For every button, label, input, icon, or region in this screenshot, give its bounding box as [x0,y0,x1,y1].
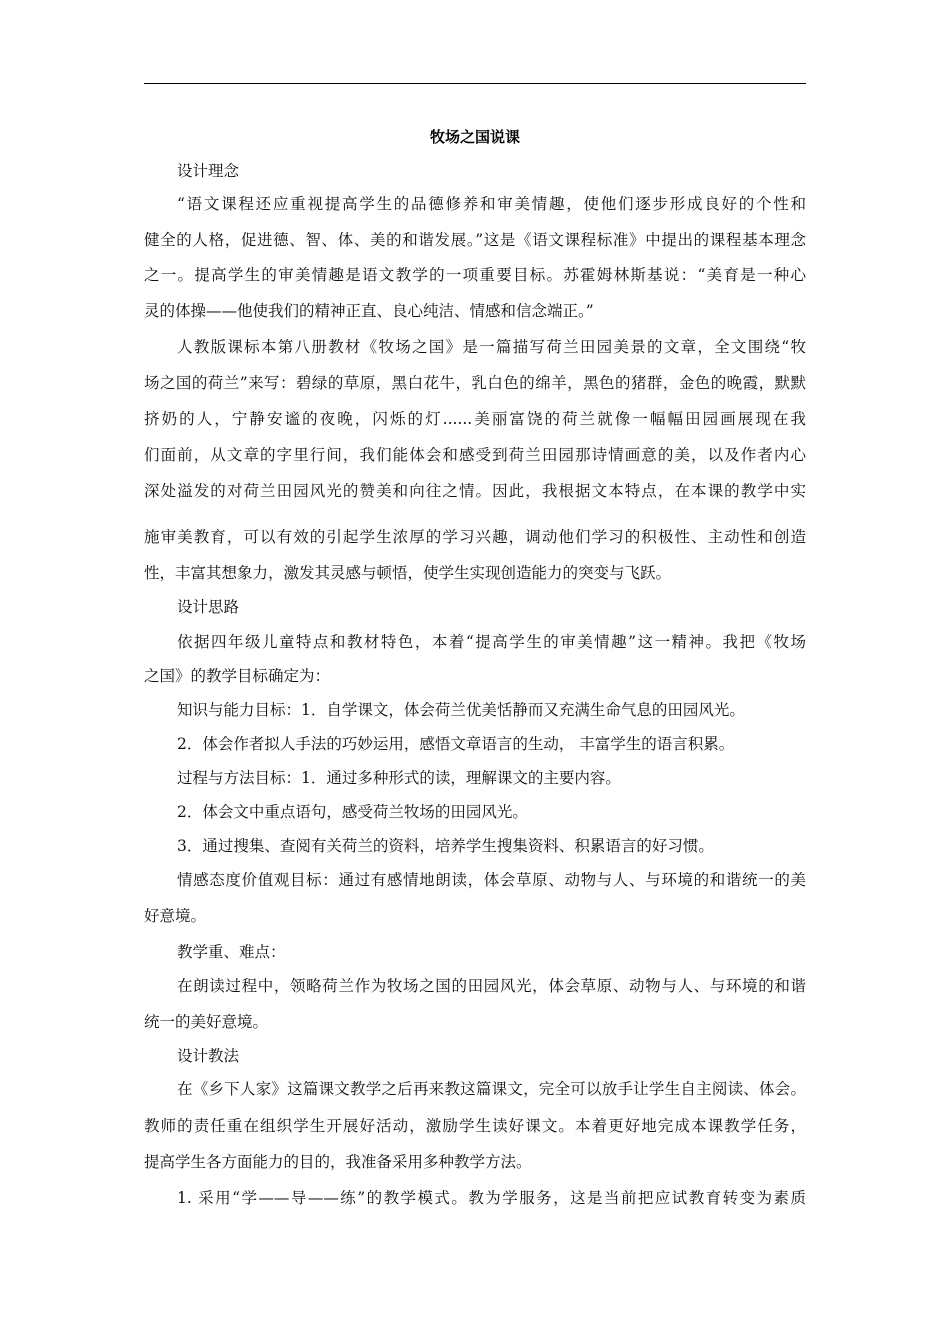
paragraph-line: 2．体会作者拟人手法的巧妙运用，感悟文章语言的生动， 丰富学生的语言积累。 [177,735,735,753]
paragraph-line: 过程与方法目标：1．通过多种形式的读，理解课文的主要内容。 [177,769,621,787]
document-title: 牧场之国说课 [429,128,520,146]
paragraph-line: 深处溢发的对荷兰田园风光的赞美和向往之情。因此，我根据文本特点，在本课的教学中实 [144,482,806,500]
paragraph-line: 挤奶的人，宁静安谧的夜晚，闪烁的灯......美丽富饶的荷兰就像一幅幅田园画展现在我 [144,410,806,428]
paragraph-line: 提高学生各方面能力的目的，我准备采用多种教学方法。 [144,1153,532,1171]
header-rule [144,83,806,84]
paragraph-line: 们面前，从文章的字里行间，我们能体会和感受到荷兰田园那诗情画意的美，以及作者内心 [144,446,806,464]
paragraph-line: 依据四年级儿童特点和教材特色，本着“提高学生的审美情趣”这一精神。我把《牧场 [177,633,806,651]
paragraph-line: 健全的人格，促进德、智、体、美的和谐发展。”这是《语文课程标准》中提出的课程基本理念 [144,231,806,249]
paragraph-line: 好意境。 [144,907,207,925]
paragraph-line: “语文课程还应重视提高学生的品德修养和审美情趣，使他们逐步形成良好的个性和 [177,195,806,213]
section-heading-key-points: 教学重、难点： [177,943,286,961]
paragraph-line: 施审美教育，可以有效的引起学生浓厚的学习兴趣，调动他们学习的积极性、主动性和创造 [144,528,806,546]
paragraph-line: 之一。提高学生的审美情趣是语文教学的一项重要目标。苏霍姆林斯基说：“美育是一种心 [144,266,806,284]
paragraph-line: 教师的责任重在组织学生开展好活动，激励学生读好课文。本着更好地完成本课教学任务， [144,1117,806,1135]
paragraph-line: 在《乡下人家》这篇课文教学之后再来教这篇课文，完全可以放手让学生自主阅读、体会。 [177,1080,806,1098]
paragraph-line: 之国》的教学目标确定为： [144,667,331,685]
paragraph-line: 人教版课标本第八册教材《牧场之国》是一篇描写荷兰田园美景的文章，全文围绕“牧 [177,338,806,356]
section-heading-teaching-method: 设计教法 [177,1047,240,1065]
paragraph-line: 知识与能力目标：1．自学课文，体会荷兰优美恬静而又充满生命气息的田园风光。 [177,701,745,719]
paragraph-line: 统一的美好意境。 [144,1013,269,1031]
paragraph-line: 灵的体操——他使我们的精神正直、良心纯洁、情感和信念端正。” [144,302,594,320]
paragraph-line: 2．体会文中重点语句，感受荷兰牧场的田园风光。 [177,803,528,821]
paragraph-line: 3．通过搜集、查阅有关荷兰的资料，培养学生搜集资料、积累语言的好习惯。 [177,837,714,855]
paragraph-line: 性，丰富其想象力，激发其灵感与顿悟，使学生实现创造能力的突变与飞跃。 [144,564,672,582]
paragraph-line: 在朗读过程中，领略荷兰作为牧场之国的田园风光，体会草原、动物与人、与环境的和谐 [177,977,806,995]
paragraph-line: 场之国的荷兰”来写：碧绿的草原，黑白花牛，乳白色的绵羊，黑色的猪群，金色的晚霞，默默 [144,374,806,392]
paragraph-line: 1. 采用“学——导——练”的教学模式。教为学服务，这是当前把应试教育转变为素质 [177,1189,806,1207]
section-heading-design-concept: 设计理念 [177,162,240,180]
paragraph-line: 情感态度价值观目标：通过有感情地朗读，体会草原、动物与人、与环境的和谐统一的美 [177,871,806,889]
section-heading-design-approach: 设计思路 [177,598,240,616]
